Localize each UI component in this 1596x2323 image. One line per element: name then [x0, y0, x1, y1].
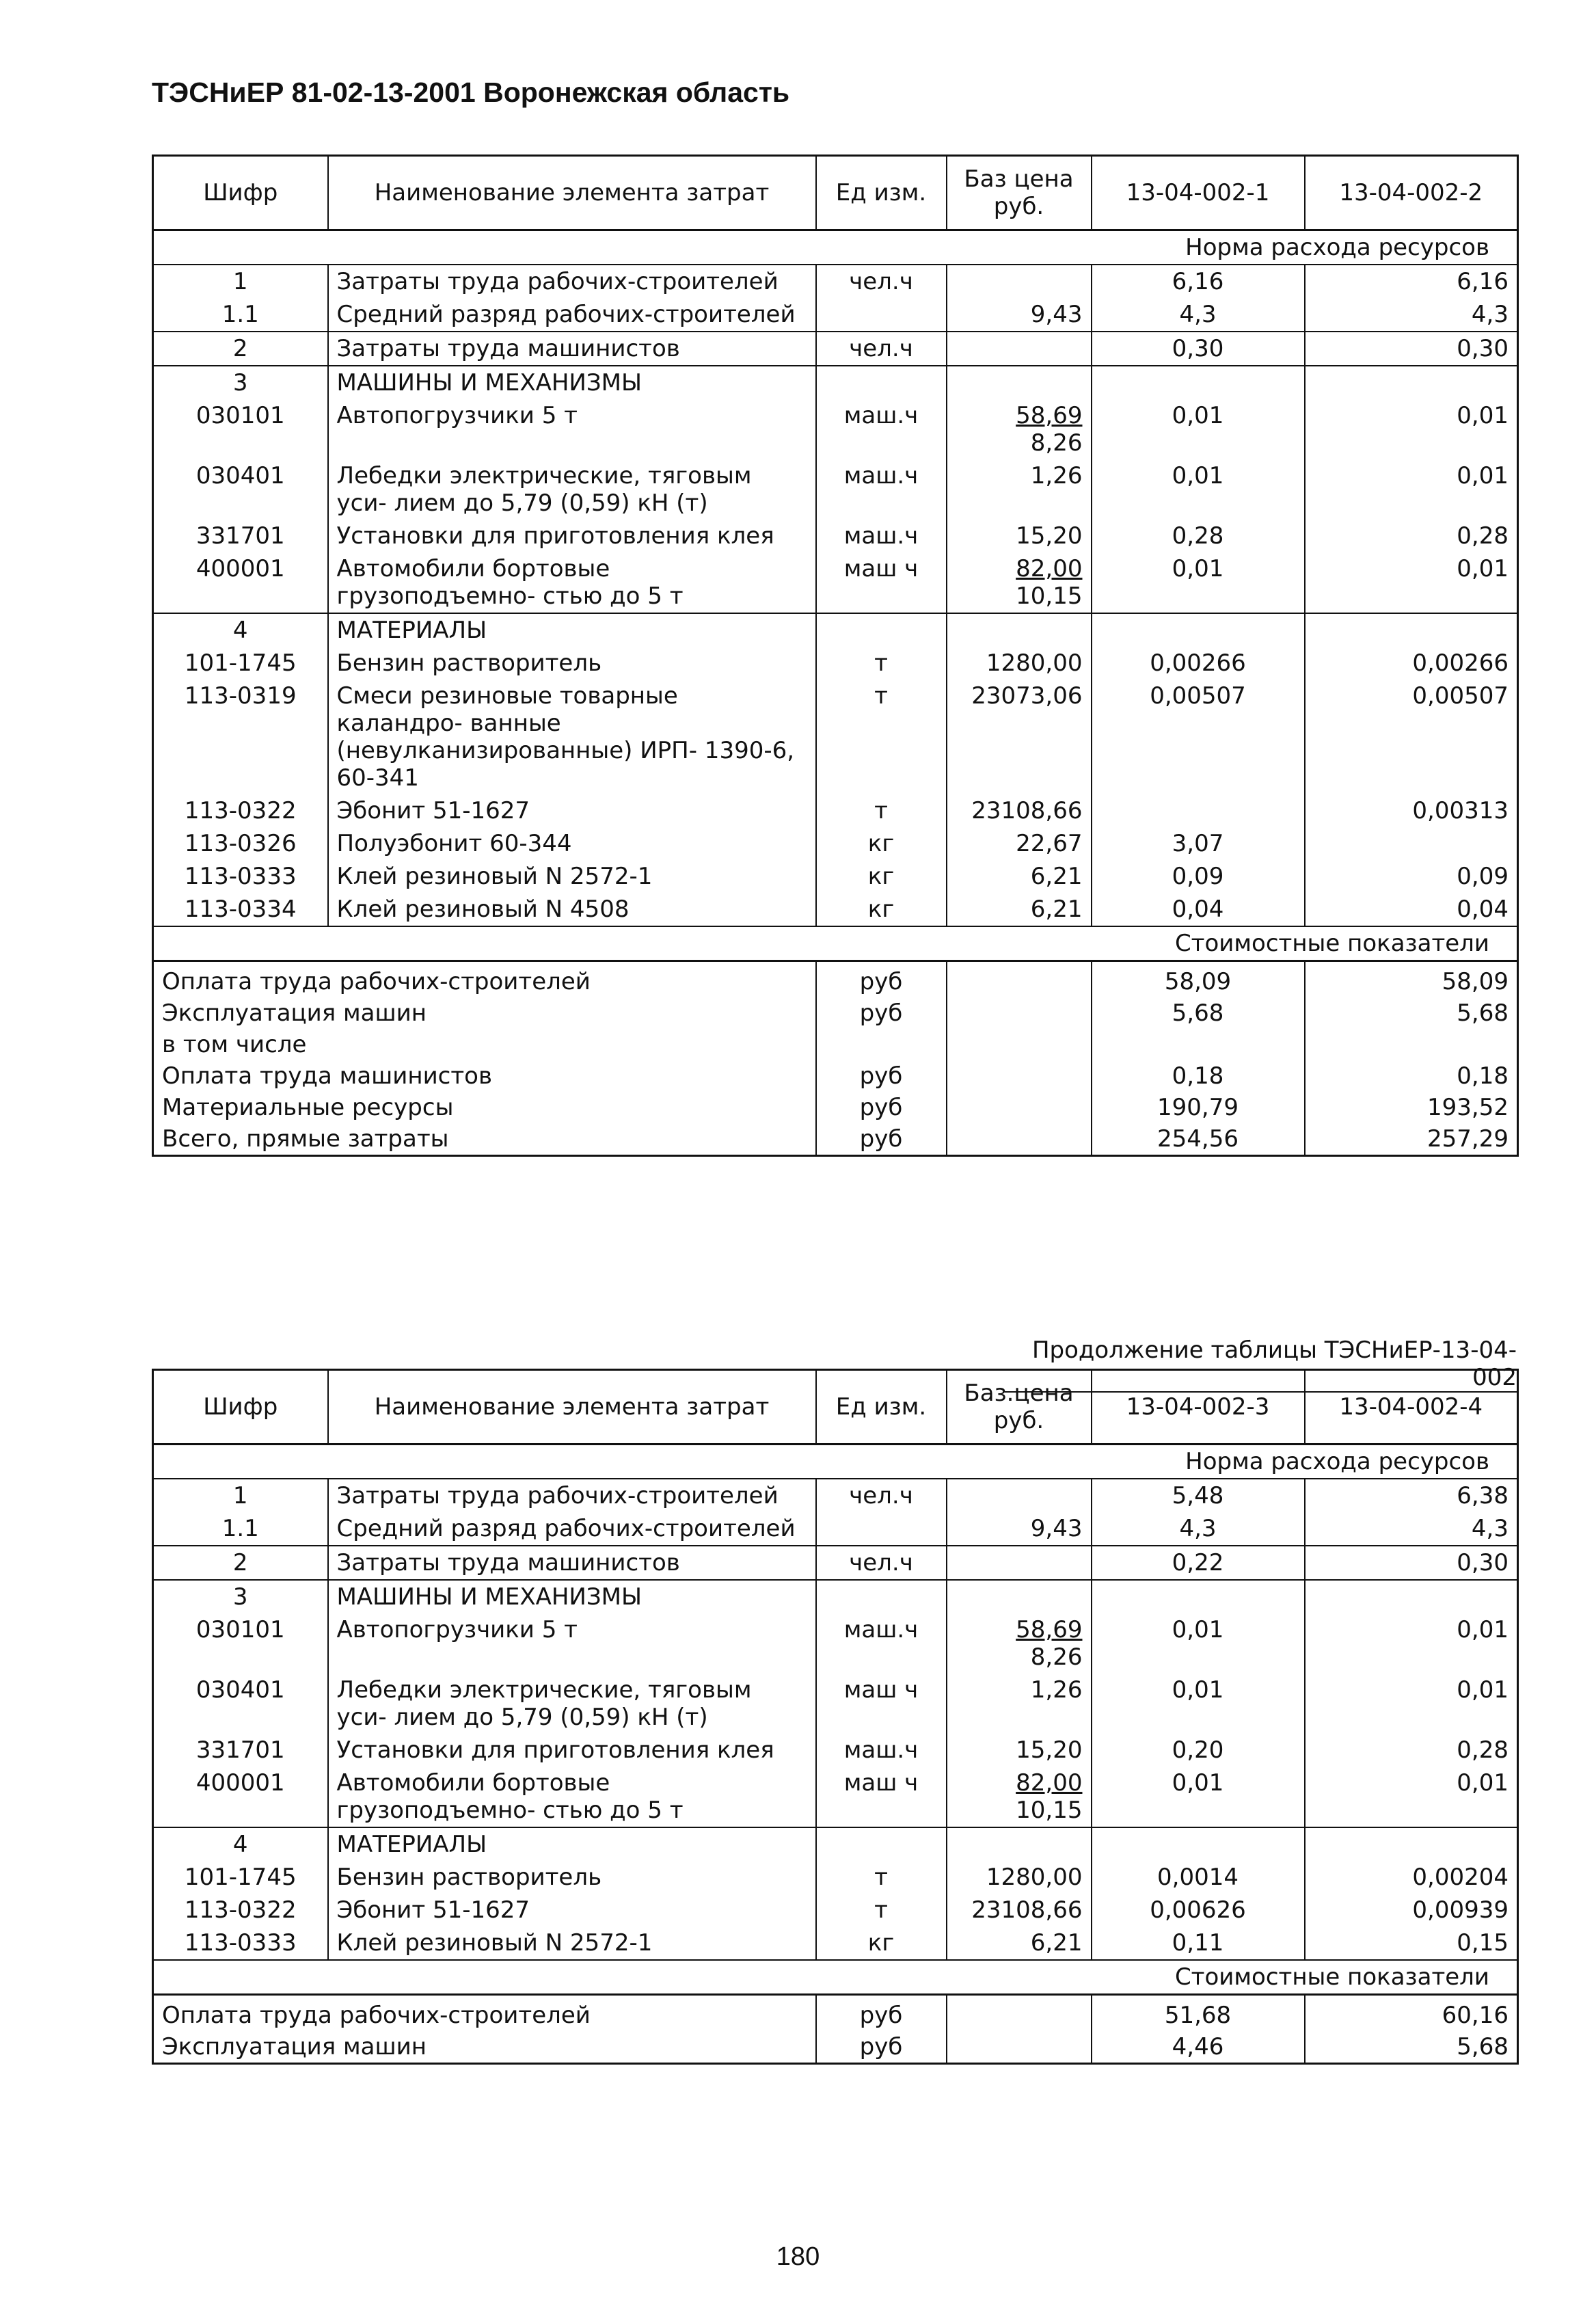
cell-unit — [816, 1580, 947, 1613]
cell-value-1: 0,00626 — [1092, 1894, 1305, 1926]
header-col-1: 13-04-002-3 — [1092, 1370, 1305, 1445]
summary-unit: руб — [816, 1995, 947, 2032]
table-row — [153, 1767, 1518, 1827]
cell-value-2: 4,3 — [1305, 298, 1518, 332]
summary-row — [153, 1029, 1518, 1060]
header-name: Наименование элемента затрат — [328, 156, 816, 230]
cell-code: 113-0322 — [153, 1894, 328, 1926]
price-value: 58,69 — [1016, 402, 1083, 429]
price-secondary: 8,26 — [1030, 429, 1083, 457]
cell-value-2: 0,00313 — [1305, 794, 1518, 827]
cell-value-2: 0,01 — [1305, 399, 1518, 459]
price-value: 6,21 — [1030, 1929, 1083, 1957]
section-row — [153, 926, 1518, 961]
cell-name: Клей резиновый N 2572-1 — [328, 1926, 816, 1960]
cell-price — [947, 399, 1092, 459]
cell-unit: маш.ч — [816, 399, 947, 459]
cell-unit — [816, 613, 947, 647]
table-row — [153, 680, 1518, 794]
cell-price — [947, 647, 1092, 680]
cell-price — [947, 366, 1092, 399]
summary-value-1: 4,46 — [1092, 2031, 1305, 2064]
section-title: Норма расхода ресурсов — [153, 1445, 1518, 1479]
cell-unit: кг — [816, 1926, 947, 1960]
summary-unit: руб — [816, 961, 947, 998]
table-row — [153, 1861, 1518, 1894]
cell-code: 113-0322 — [153, 794, 328, 827]
header-name: Наименование элемента затрат — [328, 1370, 816, 1445]
summary-unit: руб — [816, 1123, 947, 1156]
summary-row — [153, 1060, 1518, 1092]
cell-value-2: 0,00204 — [1305, 1861, 1518, 1894]
cell-code: 4 — [153, 1827, 328, 1861]
cell-unit: т — [816, 647, 947, 680]
section-row — [153, 230, 1518, 265]
cell-name: Бензин растворитель — [328, 647, 816, 680]
cell-value-2: 0,30 — [1305, 1546, 1518, 1580]
cell-code: 3 — [153, 1580, 328, 1613]
summary-name: Оплата труда рабочих-строителей — [153, 961, 816, 998]
cell-unit: кг — [816, 860, 947, 893]
cell-price — [947, 1926, 1092, 1960]
cell-value-1: 0,04 — [1092, 893, 1305, 926]
table-header-row — [153, 156, 1518, 230]
summary-value-2: 0,18 — [1305, 1060, 1518, 1092]
header-code: Шифр — [153, 1370, 328, 1445]
cell-price — [947, 680, 1092, 794]
summary-value-2: 257,29 — [1305, 1123, 1518, 1156]
price-secondary: 10,15 — [1016, 582, 1083, 610]
cell-code: 3 — [153, 366, 328, 399]
cell-price — [947, 1734, 1092, 1767]
table-row — [153, 366, 1518, 399]
price-value: 9,43 — [1030, 301, 1083, 328]
cell-price — [947, 1479, 1092, 1512]
table-body — [153, 230, 1518, 1156]
header-unit: Ед изм. — [816, 1370, 947, 1445]
price-secondary: 8,26 — [1030, 1643, 1083, 1671]
table-row — [153, 893, 1518, 926]
cell-unit: чел.ч — [816, 1479, 947, 1512]
price-value: 15,20 — [1016, 522, 1083, 550]
cell-unit: маш.ч — [816, 520, 947, 552]
summary-value-1 — [1092, 1029, 1305, 1060]
cell-price — [947, 459, 1092, 520]
summary-value-2 — [1305, 1029, 1518, 1060]
section-row — [153, 1445, 1518, 1479]
cell-price — [947, 794, 1092, 827]
cell-name: Бензин растворитель — [328, 1861, 816, 1894]
cell-price — [947, 893, 1092, 926]
cell-code: 400001 — [153, 552, 328, 613]
summary-price — [947, 1995, 1092, 2032]
cell-value-2: 0,01 — [1305, 459, 1518, 520]
summary-value-1: 58,09 — [1092, 961, 1305, 998]
cell-code: 113-0326 — [153, 827, 328, 860]
cell-price — [947, 552, 1092, 613]
cell-unit — [816, 298, 947, 332]
cell-value-1: 4,3 — [1092, 298, 1305, 332]
cell-value-1: 4,3 — [1092, 1512, 1305, 1546]
cell-value-1: 0,01 — [1092, 399, 1305, 459]
cell-unit: т — [816, 680, 947, 794]
table-row — [153, 1613, 1518, 1674]
cell-value-2 — [1305, 366, 1518, 399]
summary-name: Оплата труда машинистов — [153, 1060, 816, 1092]
cell-price — [947, 1767, 1092, 1827]
table-row — [153, 399, 1518, 459]
summary-price — [947, 1029, 1092, 1060]
table-row — [153, 1580, 1518, 1613]
table-row — [153, 520, 1518, 552]
cell-value-1: 5,48 — [1092, 1479, 1305, 1512]
table-row — [153, 1734, 1518, 1767]
cell-value-2: 0,01 — [1305, 1674, 1518, 1734]
cell-value-1: 0,00266 — [1092, 647, 1305, 680]
summary-unit — [816, 1029, 947, 1060]
cell-value-1: 3,07 — [1092, 827, 1305, 860]
cell-name: Эбонит 51-1627 — [328, 794, 816, 827]
cell-unit — [816, 1512, 947, 1546]
price-value: 1280,00 — [986, 1864, 1083, 1891]
cell-unit — [816, 1827, 947, 1861]
cell-value-1: 0,11 — [1092, 1926, 1305, 1960]
summary-name: в том числе — [153, 1029, 816, 1060]
summary-value-2: 60,16 — [1305, 1995, 1518, 2032]
cell-unit: т — [816, 794, 947, 827]
cell-price — [947, 1580, 1092, 1613]
cell-value-1: 0,01 — [1092, 1674, 1305, 1734]
price-value: 58,69 — [1016, 1616, 1083, 1643]
cell-value-2: 0,01 — [1305, 1613, 1518, 1674]
norms-table-1 — [152, 155, 1519, 1157]
summary-row — [153, 2031, 1518, 2064]
cell-value-1 — [1092, 366, 1305, 399]
cell-value-1: 0,01 — [1092, 552, 1305, 613]
summary-value-2: 193,52 — [1305, 1092, 1518, 1123]
summary-name: Эксплуатация машин — [153, 997, 816, 1029]
summary-price — [947, 961, 1092, 998]
cell-value-2: 0,01 — [1305, 1767, 1518, 1827]
summary-price — [947, 997, 1092, 1029]
cell-code: 1.1 — [153, 1512, 328, 1546]
cell-unit: маш.ч — [816, 1734, 947, 1767]
summary-price — [947, 2031, 1092, 2064]
table-row — [153, 1894, 1518, 1926]
table-row — [153, 1926, 1518, 1960]
summary-name: Эксплуатация машин — [153, 2031, 816, 2064]
cell-value-2: 0,04 — [1305, 893, 1518, 926]
cell-name: Средний разряд рабочих-строителей — [328, 1512, 816, 1546]
cell-code: 113-0333 — [153, 860, 328, 893]
cell-value-2: 4,3 — [1305, 1512, 1518, 1546]
cell-name: Затраты труда машинистов — [328, 1546, 816, 1580]
cell-name: Полуэбонит 60-344 — [328, 827, 816, 860]
cell-code: 101-1745 — [153, 647, 328, 680]
cell-value-2: 0,28 — [1305, 520, 1518, 552]
summary-unit: руб — [816, 1060, 947, 1092]
norms-table-2 — [152, 1369, 1519, 2065]
cell-code: 1 — [153, 265, 328, 298]
cell-unit: чел.ч — [816, 1546, 947, 1580]
cell-value-1 — [1092, 613, 1305, 647]
cell-name: МАШИНЫ И МЕХАНИЗМЫ — [328, 1580, 816, 1613]
cell-price — [947, 1512, 1092, 1546]
cell-unit: чел.ч — [816, 332, 947, 366]
cell-code: 2 — [153, 332, 328, 366]
table-row — [153, 1512, 1518, 1546]
cell-price — [947, 1827, 1092, 1861]
summary-price — [947, 1092, 1092, 1123]
cell-name: Затраты труда рабочих-строителей — [328, 1479, 816, 1512]
cell-value-2: 6,38 — [1305, 1479, 1518, 1512]
page-title: ТЭСНиЕР 81-02-13-2001 Воронежская область — [152, 77, 790, 108]
cell-code: 4 — [153, 613, 328, 647]
cell-value-1: 6,16 — [1092, 265, 1305, 298]
cell-code: 1.1 — [153, 298, 328, 332]
summary-name: Всего, прямые затраты — [153, 1123, 816, 1156]
summary-row — [153, 961, 1518, 998]
table-row — [153, 647, 1518, 680]
table-body — [153, 1445, 1518, 2064]
cell-value-1: 0,0014 — [1092, 1861, 1305, 1894]
cell-code: 030401 — [153, 1674, 328, 1734]
cell-value-2: 0,00507 — [1305, 680, 1518, 794]
cell-value-2: 0,30 — [1305, 332, 1518, 366]
cell-value-2: 0,28 — [1305, 1734, 1518, 1767]
cell-unit: кг — [816, 893, 947, 926]
cell-value-2: 0,00939 — [1305, 1894, 1518, 1926]
cell-value-1: 0,01 — [1092, 459, 1305, 520]
cell-name: Автомобили бортовые грузоподъемно- стью до 5 т — [328, 552, 816, 613]
cell-price — [947, 298, 1092, 332]
cell-value-1: 0,28 — [1092, 520, 1305, 552]
cell-code: 1 — [153, 1479, 328, 1512]
cell-price — [947, 1894, 1092, 1926]
cell-value-2: 0,15 — [1305, 1926, 1518, 1960]
cell-price — [947, 332, 1092, 366]
section-title: Норма расхода ресурсов — [153, 230, 1518, 265]
cell-value-1: 0,22 — [1092, 1546, 1305, 1580]
header-unit: Ед изм. — [816, 156, 947, 230]
cell-name: Эбонит 51-1627 — [328, 1894, 816, 1926]
cell-value-1: 0,30 — [1092, 332, 1305, 366]
cell-name: Установки для приготовления клея — [328, 1734, 816, 1767]
price-value: 82,00 — [1016, 555, 1083, 582]
cell-value-2: 0,00266 — [1305, 647, 1518, 680]
table-row — [153, 1546, 1518, 1580]
cell-name: Клей резиновый N 4508 — [328, 893, 816, 926]
cell-code: 030101 — [153, 1613, 328, 1674]
price-value: 15,20 — [1016, 1736, 1083, 1764]
summary-unit: руб — [816, 1092, 947, 1123]
cell-price — [947, 860, 1092, 893]
cell-name: Автопогрузчики 5 т — [328, 1613, 816, 1674]
cell-name: Автомобили бортовые грузоподъемно- стью до 5 т — [328, 1767, 816, 1827]
table-row — [153, 1827, 1518, 1861]
summary-row — [153, 1123, 1518, 1156]
cell-name: Автопогрузчики 5 т — [328, 399, 816, 459]
cell-value-2 — [1305, 827, 1518, 860]
price-value: 23108,66 — [971, 1896, 1083, 1924]
summary-value-1: 0,18 — [1092, 1060, 1305, 1092]
price-value: 9,43 — [1030, 1515, 1083, 1542]
summary-price — [947, 1123, 1092, 1156]
summary-row — [153, 1995, 1518, 2032]
header-code: Шифр — [153, 156, 328, 230]
price-value: 1,26 — [1030, 1676, 1083, 1704]
cell-price — [947, 613, 1092, 647]
cell-code: 101-1745 — [153, 1861, 328, 1894]
price-value: 6,21 — [1030, 863, 1083, 890]
price-value: 1,26 — [1030, 462, 1083, 489]
summary-unit: руб — [816, 997, 947, 1029]
cell-unit: кг — [816, 827, 947, 860]
cell-price — [947, 1674, 1092, 1734]
continuation-note: Продолжение таблицы ТЭСНиЕР-13-04-002 — [1005, 1337, 1517, 1393]
cell-name: МАТЕРИАЛЫ — [328, 1827, 816, 1861]
cell-value-1 — [1092, 1580, 1305, 1613]
cell-code: 2 — [153, 1546, 328, 1580]
summary-value-2: 5,68 — [1305, 997, 1518, 1029]
cell-value-1 — [1092, 1827, 1305, 1861]
price-value: 82,00 — [1016, 1769, 1083, 1797]
cell-price — [947, 1861, 1092, 1894]
header-price: Баз цена руб. — [947, 156, 1092, 230]
cell-unit: маш.ч — [816, 459, 947, 520]
cell-price — [947, 265, 1092, 298]
cell-name: Лебедки электрические, тяговым уси- лием до 5,79 (0,59) кН (т) — [328, 459, 816, 520]
cell-price — [947, 1613, 1092, 1674]
table-row — [153, 794, 1518, 827]
header-col-2: 13-04-002-2 — [1305, 156, 1518, 230]
header-price: Баз.цена руб. — [947, 1370, 1092, 1445]
table-row — [153, 265, 1518, 298]
cell-value-1: 0,01 — [1092, 1767, 1305, 1827]
cell-unit: маш ч — [816, 552, 947, 613]
table-header-row — [153, 1370, 1518, 1445]
cell-unit: чел.ч — [816, 265, 947, 298]
price-secondary: 10,15 — [1016, 1797, 1083, 1824]
cell-name: Установки для приготовления клея — [328, 520, 816, 552]
cell-value-1: 0,20 — [1092, 1734, 1305, 1767]
summary-name: Оплата труда рабочих-строителей — [153, 1995, 816, 2032]
cell-value-1: 0,01 — [1092, 1613, 1305, 1674]
cell-value-2: 6,16 — [1305, 265, 1518, 298]
section-row — [153, 1960, 1518, 1995]
cell-name: Клей резиновый N 2572-1 — [328, 860, 816, 893]
table-row — [153, 827, 1518, 860]
summary-value-1: 190,79 — [1092, 1092, 1305, 1123]
cell-value-2 — [1305, 1580, 1518, 1613]
section-title: Стоимостные показатели — [153, 926, 1518, 961]
cell-price — [947, 520, 1092, 552]
price-value: 1280,00 — [986, 649, 1083, 677]
table-row — [153, 613, 1518, 647]
cell-price — [947, 1546, 1092, 1580]
table-row — [153, 332, 1518, 366]
cell-code: 113-0319 — [153, 680, 328, 794]
summary-row — [153, 1092, 1518, 1123]
cell-name: Затраты труда машинистов — [328, 332, 816, 366]
table-row — [153, 1479, 1518, 1512]
cell-name: Смеси резиновые товарные каландро- ванные (невулканизированные) ИРП- 1390-6, 60-341 — [328, 680, 816, 794]
table-row — [153, 298, 1518, 332]
summary-name: Материальные ресурсы — [153, 1092, 816, 1123]
price-value: 23073,06 — [971, 682, 1083, 710]
cell-value-2 — [1305, 1827, 1518, 1861]
cell-unit: т — [816, 1861, 947, 1894]
cell-value-1 — [1092, 794, 1305, 827]
cell-unit — [816, 366, 947, 399]
summary-value-1: 5,68 — [1092, 997, 1305, 1029]
cell-name: Затраты труда рабочих-строителей — [328, 265, 816, 298]
header-col-1: 13-04-002-1 — [1092, 156, 1305, 230]
cell-unit: маш ч — [816, 1767, 947, 1827]
price-value: 23108,66 — [971, 797, 1083, 824]
cell-code: 030401 — [153, 459, 328, 520]
cell-code: 331701 — [153, 1734, 328, 1767]
cell-value-2 — [1305, 613, 1518, 647]
header-col-2: 13-04-002-4 — [1305, 1370, 1518, 1445]
summary-price — [947, 1060, 1092, 1092]
cell-name: Лебедки электрические, тяговым уси- лием до 5,79 (0,59) кН (т) — [328, 1674, 816, 1734]
cell-code: 113-0334 — [153, 893, 328, 926]
table-row — [153, 552, 1518, 613]
table-row — [153, 1674, 1518, 1734]
cell-code: 331701 — [153, 520, 328, 552]
cell-name: МАШИНЫ И МЕХАНИЗМЫ — [328, 366, 816, 399]
cell-code: 030101 — [153, 399, 328, 459]
summary-row — [153, 997, 1518, 1029]
cell-unit: маш.ч — [816, 1613, 947, 1674]
cell-value-1: 0,00507 — [1092, 680, 1305, 794]
cell-value-1: 0,09 — [1092, 860, 1305, 893]
summary-value-1: 51,68 — [1092, 1995, 1305, 2032]
cell-value-2: 0,01 — [1305, 552, 1518, 613]
summary-value-2: 5,68 — [1305, 2031, 1518, 2064]
price-value: 6,21 — [1030, 896, 1083, 923]
summary-value-1: 254,56 — [1092, 1123, 1305, 1156]
cell-name: МАТЕРИАЛЫ — [328, 613, 816, 647]
price-value: 22,67 — [1016, 830, 1083, 857]
summary-unit: руб — [816, 2031, 947, 2064]
table-row — [153, 459, 1518, 520]
cell-code: 400001 — [153, 1767, 328, 1827]
page-number: 180 — [776, 2242, 820, 2271]
section-title: Стоимостные показатели — [153, 1960, 1518, 1995]
cell-code: 113-0333 — [153, 1926, 328, 1960]
summary-value-2: 58,09 — [1305, 961, 1518, 998]
cell-price — [947, 827, 1092, 860]
cell-unit: т — [816, 1894, 947, 1926]
cell-unit: маш ч — [816, 1674, 947, 1734]
table-row — [153, 860, 1518, 893]
cell-name: Средний разряд рабочих-строителей — [328, 298, 816, 332]
cell-value-2: 0,09 — [1305, 860, 1518, 893]
